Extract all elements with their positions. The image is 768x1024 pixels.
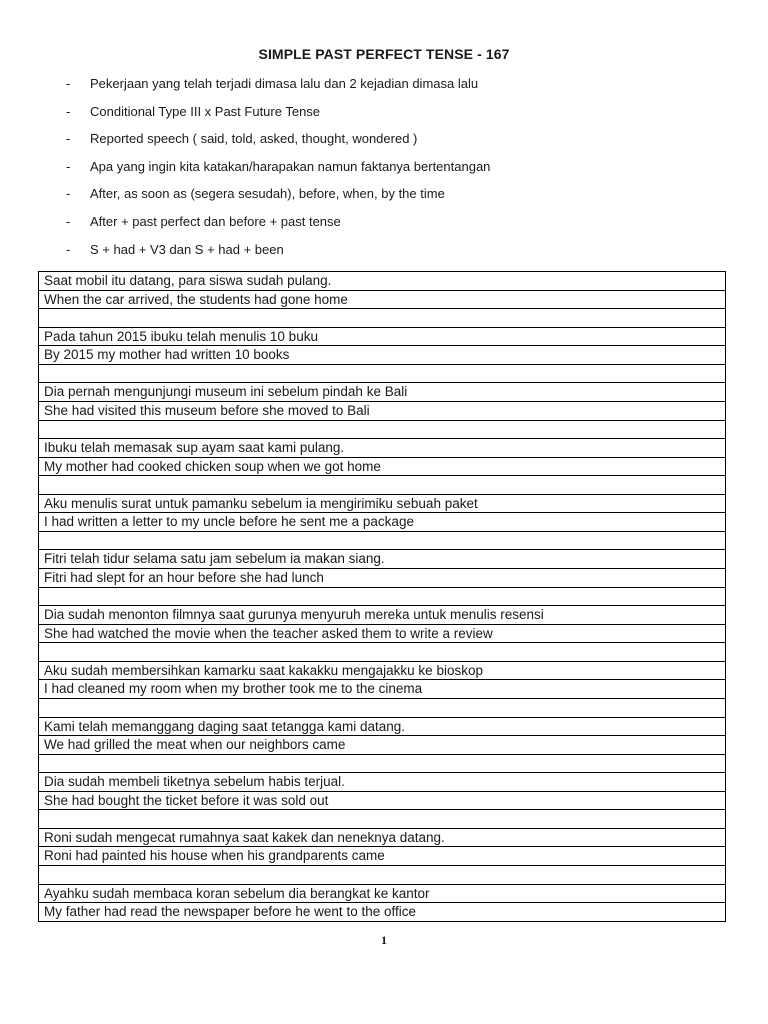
bullet-dash: - (66, 103, 71, 119)
english-sentence: My mother had cooked chicken soup when we got home (39, 457, 725, 476)
bullet-dash: - (66, 131, 71, 147)
indonesian-sentence: Dia sudah menonton filmnya saat gurunya menyuruh mereka untuk menulis resensi (39, 605, 725, 624)
rule-item (66, 159, 490, 187)
bullet-dash: - (66, 213, 71, 229)
rule-text: Apa yang ingin kita katakan/harapakan namun faktanya bertentangan (90, 158, 491, 174)
rule-item (66, 131, 490, 159)
rule-text: After, as soon as (segera sesudah), before, when, by the time (90, 186, 445, 202)
rule-text: S + had + V3 dan S + had + been (90, 241, 284, 257)
rule-text: Reported speech ( said, told, asked, thought, wondered ) (90, 131, 418, 147)
blank-row (39, 531, 725, 550)
blank-row (39, 364, 725, 383)
rule-item (66, 242, 490, 270)
rule-item (66, 186, 490, 214)
blank-row (39, 308, 725, 327)
rule-item (66, 104, 490, 132)
english-sentence: I had written a letter to my uncle before he sent me a package (39, 512, 725, 531)
rules-list (66, 76, 490, 269)
page-title: SIMPLE PAST PERFECT TENSE - 167 (258, 46, 510, 62)
indonesian-sentence: Aku menulis surat untuk pamanku sebelum ia mengirimiku sebuah paket (39, 494, 725, 513)
rule-text: After + past perfect dan before + past tense (90, 213, 341, 229)
indonesian-sentence: Kami telah memanggang daging saat tetangga kami datang. (39, 717, 725, 736)
english-sentence: We had grilled the meat when our neighbors came (39, 735, 725, 754)
blank-row (39, 754, 725, 773)
indonesian-sentence: Ayahku sudah membaca koran sebelum dia berangkat ke kantor (39, 884, 725, 903)
english-sentence: Fitri had slept for an hour before she had lunch (39, 568, 725, 587)
bullet-dash: - (66, 76, 71, 91)
indonesian-sentence: Saat mobil itu datang, para siswa sudah pulang. (39, 271, 725, 290)
english-sentence: I had cleaned my room when my brother took me to the cinema (39, 679, 725, 698)
rule-text: Conditional Type III x Past Future Tense (90, 103, 321, 119)
english-sentence: When the car arrived, the students had gone home (39, 290, 725, 309)
bullet-dash: - (66, 186, 71, 202)
page-number: 1 (381, 933, 387, 947)
rule-text: Pekerjaan yang telah terjadi dimasa lalu dan 2 kejadian dimasa lalu (90, 76, 479, 91)
blank-row (39, 475, 725, 494)
indonesian-sentence: Roni sudah mengecat rumahnya saat kakek dan neneknya datang. (39, 828, 725, 847)
rule-item (66, 214, 490, 242)
indonesian-sentence: Dia sudah membeli tiketnya sebelum habis terjual. (39, 772, 725, 791)
english-sentence: She had visited this museum before she moved to Bali (39, 401, 725, 420)
english-sentence: My father had read the newspaper before he went to the office (39, 902, 725, 921)
indonesian-sentence: Aku sudah membersihkan kamarku saat kakakku mengajakku ke bioskop (39, 661, 725, 680)
indonesian-sentence: Pada tahun 2015 ibuku telah menulis 10 buku (39, 327, 725, 346)
english-sentence: She had bought the ticket before it was sold out (39, 791, 725, 810)
bullet-dash: - (66, 241, 71, 257)
blank-row (39, 587, 725, 606)
indonesian-sentence: Ibuku telah memasak sup ayam saat kami pulang. (39, 438, 725, 457)
blank-row (39, 809, 725, 828)
bullet-dash: - (66, 158, 71, 174)
blank-row (39, 642, 725, 661)
blank-row (39, 865, 725, 884)
sentence-table (38, 271, 726, 922)
indonesian-sentence: Dia pernah mengunjungi museum ini sebelum pindah ke Bali (39, 382, 725, 401)
rule-item (66, 76, 490, 104)
english-sentence: By 2015 my mother had written 10 books (39, 345, 725, 364)
blank-row (39, 698, 725, 717)
indonesian-sentence: Fitri telah tidur selama satu jam sebelum ia makan siang. (39, 549, 725, 568)
english-sentence: Roni had painted his house when his grandparents came (39, 846, 725, 865)
blank-row (39, 420, 725, 439)
english-sentence: She had watched the movie when the teacher asked them to write a review (39, 624, 725, 643)
